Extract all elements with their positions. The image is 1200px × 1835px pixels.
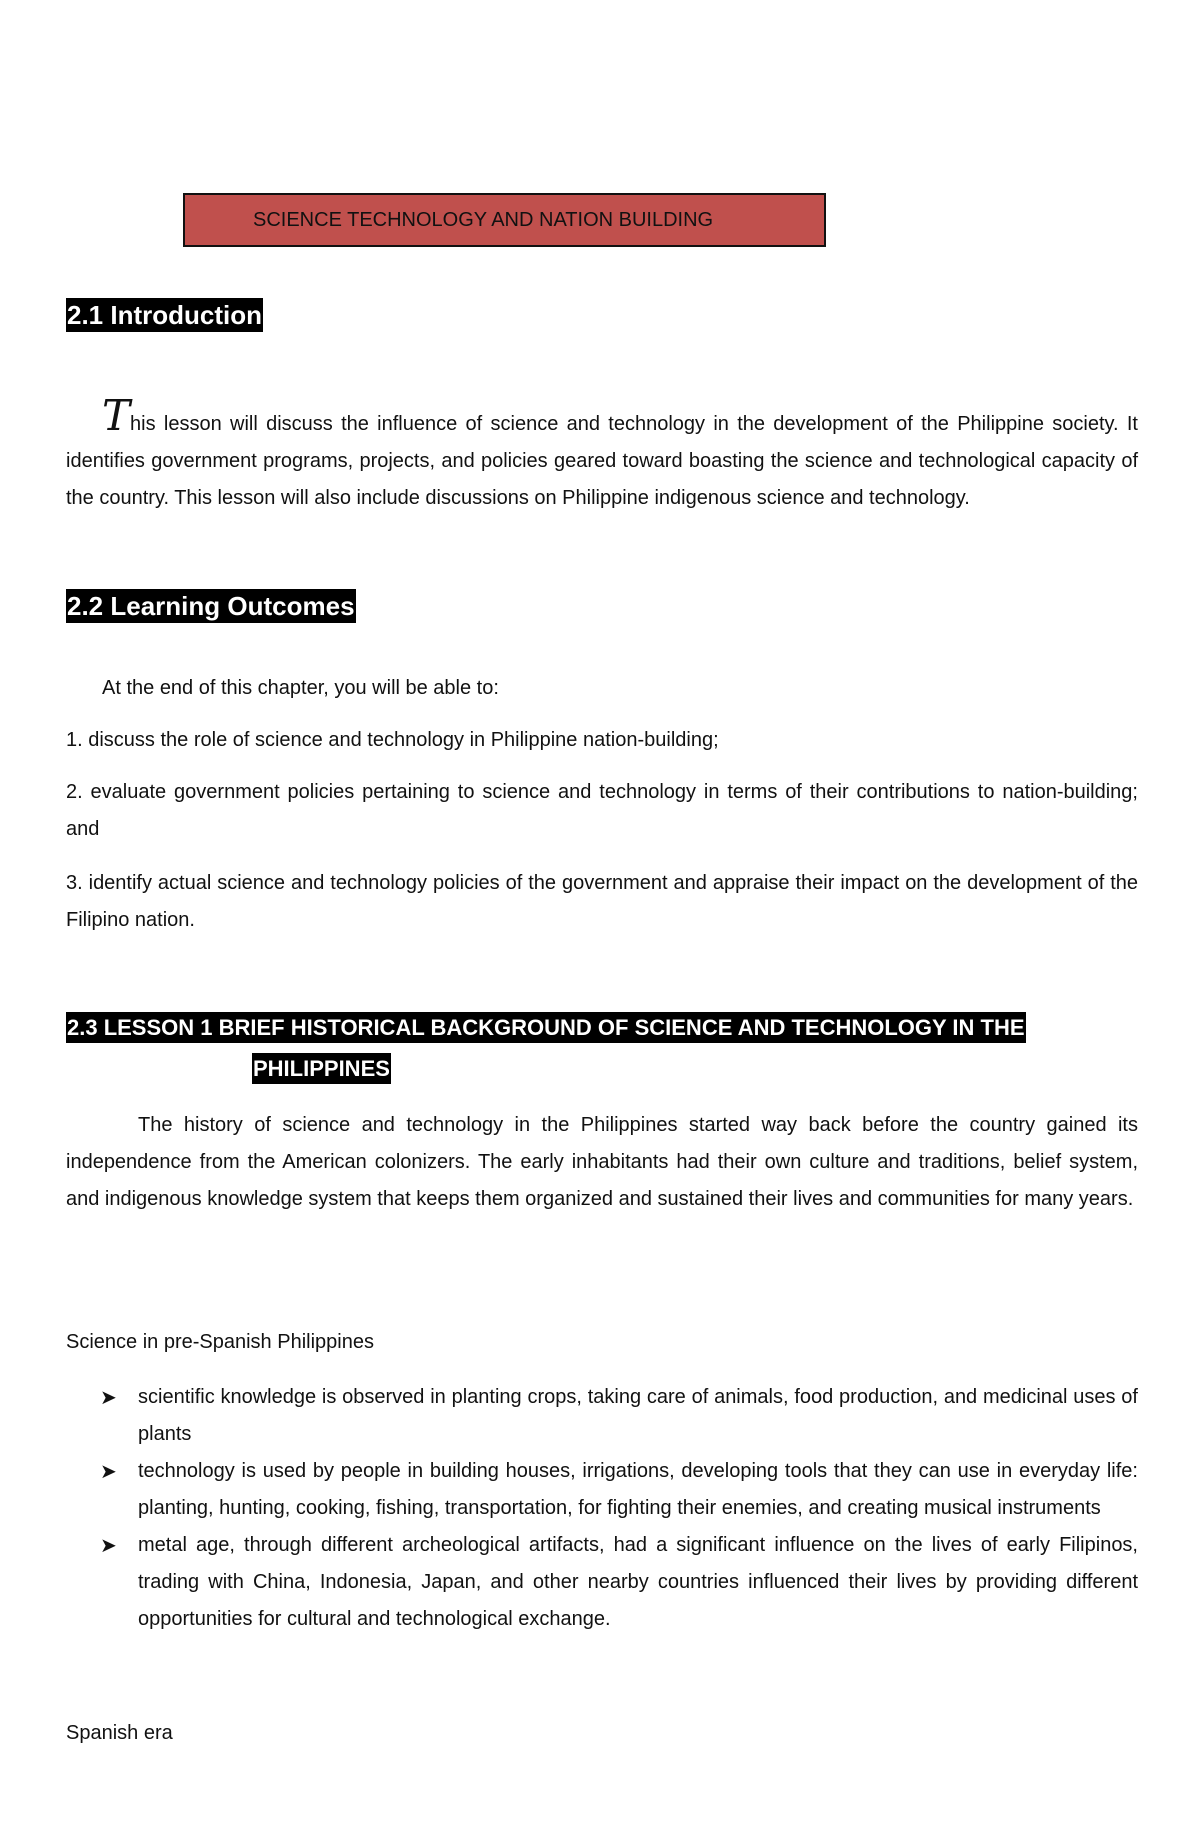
list-item — [100, 1527, 1138, 1638]
pre-spanish-heading: Science in pre-Spanish Philippines — [66, 1331, 374, 1353]
list-item — [100, 1379, 1138, 1453]
list-item-text: technology is used by people in building houses, irrigations, developing tools that they can use in everyday life: planting, hunting, cooking, fishing, transportation, for fighting their enemies, and creating musical instruments — [138, 1460, 1138, 1519]
intro-paragraph — [66, 391, 1138, 517]
section-heading: 2.2 Learning Outcomes — [67, 591, 355, 621]
arrowhead-bullet-icon: ➤ — [100, 1385, 117, 1409]
section-heading-line: 2.3 LESSON 1 BRIEF HISTORICAL BACKGROUND OF SCIENCE AND TECHNOLOGY IN THE — [66, 1012, 1026, 1043]
section-heading: 2.1 Introduction — [67, 300, 262, 330]
lesson1-heading-cont — [252, 1053, 391, 1084]
outcome-item: 1. discuss the role of science and technology in Philippine nation-building; — [66, 729, 719, 751]
section-heading-line: PHILIPPINES — [252, 1053, 391, 1084]
banner-title: SCIENCE TECHNOLOGY AND NATION BUILDING — [183, 193, 826, 247]
list-item — [100, 1453, 1138, 1527]
spanish-era-heading: Spanish era — [66, 1722, 173, 1744]
lesson1-heading — [66, 1012, 1026, 1043]
arrowhead-bullet-icon: ➤ — [100, 1459, 117, 1483]
outcomes-heading — [66, 589, 356, 623]
lesson1-paragraph: The history of science and technology in the Philippines started way back before the country gained its independence from the American colonizers. The early inhabitants had their own culture and traditions, belief system, and indigenous knowledge system that keeps them organized and sustained their lives and communities for many years. — [66, 1114, 1138, 1210]
list-item-text: metal age, through different archeological artifacts, had a significant influence on the lives of early Filipinos, trading with China, Indonesia, Japan, and other nearby countries influenced their lives by providing different opportunities for cultural and technological exchange. — [138, 1534, 1138, 1630]
list-item-text: scientific knowledge is observed in planting crops, taking care of animals, food production, and medicinal uses of plants — [138, 1386, 1138, 1445]
intro-text: his lesson will discuss the influence of science and technology in the development of the Philippine society. It identifies government programs, projects, and policies geared toward boasting the science and technological capacity of the country. This lesson will also include discussions on Philippine indigenous science and technology. — [66, 413, 1138, 509]
drop-cap: T — [102, 391, 131, 440]
outcome-item: 3. identify actual science and technology policies of the government and appraise their impact on the development of the Filipino nation. — [66, 872, 1138, 931]
arrowhead-bullet-icon: ➤ — [100, 1533, 117, 1557]
intro-heading — [66, 298, 263, 332]
outcome-item: 2. evaluate government policies pertaining to science and technology in terms of their contributions to nation-building; and — [66, 781, 1138, 840]
pre-spanish-list — [100, 1379, 1138, 1638]
outcomes-lead: At the end of this chapter, you will be able to: — [102, 677, 499, 699]
